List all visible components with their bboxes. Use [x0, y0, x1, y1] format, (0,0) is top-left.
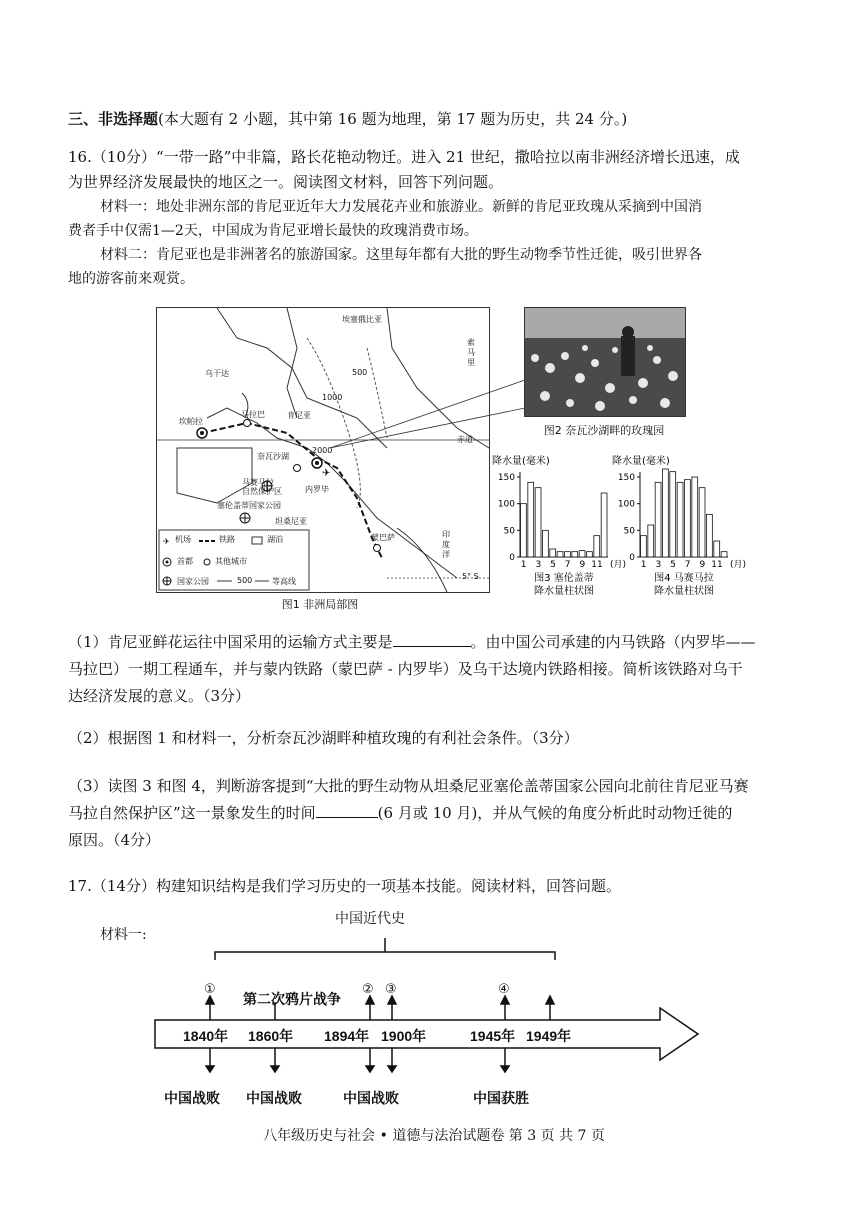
- timeline-marker-1: ①: [204, 982, 216, 997]
- legend-capital: 首都: [177, 557, 193, 566]
- chart4-ytick-label: 50: [623, 526, 635, 537]
- svg-text:✈: ✈: [322, 468, 331, 479]
- q17-material1-label: 材料一:: [100, 927, 147, 943]
- map-label-serengeti: 塞伦盖蒂国家公园: [217, 501, 281, 510]
- timeline-year-1894: 1894年: [324, 1028, 370, 1044]
- chart3-bar: [528, 482, 534, 557]
- chart4-xtick-label: 5: [670, 560, 676, 570]
- map-label-naivasha: 奈瓦沙湖: [257, 452, 289, 461]
- q16-material1-line2: 费者手中仅需1—2天，中国成为肯尼亚增长最快的玫瑰消费市场。: [68, 223, 478, 239]
- map-label-nairobi: 内罗毕: [305, 485, 329, 494]
- chart4-bar: [699, 488, 705, 557]
- map-label-mombasa: 蒙巴萨: [371, 533, 395, 542]
- chart3-ytick-label: 0: [509, 553, 515, 563]
- timeline-year-1945: 1945年: [470, 1028, 516, 1044]
- svg-text:✈: ✈: [163, 537, 170, 546]
- map-label-uganda: 乌干达: [205, 369, 229, 378]
- chart3-bar: [587, 552, 593, 557]
- answer-blank-transport[interactable]: [393, 630, 471, 647]
- map-label-contour-2000: 2000: [312, 446, 333, 455]
- q16-sub3-text-b: (6 月或 10 月)，并从气候的角度分析此时动物迁徙的: [377, 804, 733, 822]
- q16-sub1-text-a: （1）肯尼亚鲜花运往中国采用的运输方式主要是: [68, 633, 393, 651]
- photo-caption: 图2 奈瓦沙湖畔的玫瑰园: [543, 424, 665, 437]
- chart4-ylabel: 降水量(毫米): [612, 456, 670, 467]
- chart4-xlabel: (月): [730, 560, 747, 570]
- chart3-ytick-label: 50: [503, 526, 515, 537]
- q16-sub1-line1: [68, 630, 808, 654]
- timeline-outcome-3: 中国战败: [343, 1090, 399, 1106]
- timeline-marker-2: ②: [362, 982, 374, 997]
- chart4-xtick-label: 11: [711, 560, 723, 570]
- chart3-bar: [550, 549, 556, 557]
- chart3-bar: [579, 551, 585, 557]
- chart4-title-line: 降水量柱状图: [654, 586, 714, 597]
- legend-contour-value: 500: [237, 576, 253, 585]
- timeline-marker-4: ④: [498, 982, 510, 997]
- timeline-year-1949: 1949年: [526, 1028, 572, 1044]
- chart3-bar: [543, 530, 549, 557]
- chart4-bar: [663, 469, 669, 557]
- q16-sub3-line2: [68, 801, 808, 825]
- section-title: 三、非选择题: [68, 110, 159, 128]
- chart4-ytick-label: 100: [617, 499, 635, 510]
- timeline-outcome-2: 中国战败: [246, 1090, 302, 1106]
- chart4-bar: [655, 482, 661, 557]
- rose-garden-image: [525, 308, 685, 416]
- map-label-contour-500: 500: [352, 368, 368, 377]
- timeline-marker-3: ③: [385, 982, 397, 997]
- q16-sub2: （2）根据图 1 和材料一，分析奈瓦沙湖畔种植玫瑰的有利社会条件。（3分）: [68, 729, 579, 747]
- chart4-bar: [692, 477, 698, 557]
- chart3-bar: [521, 504, 527, 557]
- timeline-year-1900: 1900年: [381, 1028, 427, 1044]
- chart3-xtick-label: 5: [550, 560, 556, 570]
- map-label-ocean: 印 度 洋: [442, 530, 450, 559]
- legend-park: 国家公园: [177, 577, 209, 586]
- chart3-ylabel: 降水量(毫米): [492, 456, 550, 467]
- map-label-contour-1000: 1000: [322, 393, 343, 402]
- chart4-xtick-label: 1: [640, 560, 647, 570]
- chart4-bar: [677, 482, 683, 557]
- chart4-xtick-label: 7: [684, 560, 691, 570]
- chart3-xtick-label: 1: [520, 560, 527, 570]
- chart4-xtick-label: 9: [699, 560, 706, 570]
- chart4-bar: [648, 525, 654, 557]
- chart3-xtick-label: 7: [564, 560, 571, 570]
- map-label-ethiopia: 埃塞俄比亚: [342, 315, 382, 324]
- legend-contour-label: 等高线: [272, 577, 296, 586]
- chart3-ytick-label: 150: [497, 473, 515, 483]
- legend-lake: 湖泊: [267, 535, 283, 544]
- q16-material2-line1: 材料二：肯尼亚也是非洲著名的旅游国家。这里每年都有大批的野生动物季节性迁徙，吸引世界各: [100, 247, 702, 263]
- map-label-equator: 赤道: [457, 435, 473, 444]
- q16-sub3-line1: （3）读图 3 和图 4，判断游客提到“大批的野生动物从坦桑尼亚塞伦盖蒂国家公园向北前往肯尼亚马赛: [68, 777, 749, 795]
- chart4-bar: [714, 541, 720, 557]
- chart3-bar: [594, 536, 600, 557]
- map-label-kenya: 肯尼亚: [287, 411, 311, 420]
- timeline-event-label: 第二次鸦片战争: [243, 991, 341, 1007]
- chart3-bar: [601, 493, 607, 557]
- answer-blank-month[interactable]: [316, 801, 378, 818]
- chart4-bar: [685, 480, 691, 557]
- chart3-title-line: 图3 塞伦盖蒂: [534, 573, 594, 584]
- chart3-title-line: 降水量柱状图: [534, 586, 594, 597]
- section-note: (本大题有 2 小题，其中第 16 题为地理，第 17 题为历史，共 24 分。): [158, 110, 628, 128]
- map-label-lat5: 5° S: [462, 572, 479, 581]
- chart4-ytick-label: 150: [617, 473, 635, 483]
- chart3-xtick-label: 9: [579, 560, 586, 570]
- map-label-somalia: 索 马 里: [467, 338, 475, 367]
- section-header: [68, 107, 808, 131]
- legend-city: 其他城市: [215, 557, 247, 566]
- q16-sub3-text-a: 马拉自然保护区”这一景象发生的时间: [68, 804, 316, 822]
- chart4-bar: [707, 514, 713, 557]
- map-label-kampala: 坎帕拉: [179, 417, 203, 426]
- q16-sub1-line2: 马拉巴）一期工程通车，并与蒙内铁路（蒙巴萨 - 内罗毕）及乌干达境内铁路相接。简析该铁路对乌干: [68, 660, 743, 678]
- page-footer: 八年级历史与社会 • 道德与法治试题卷 第 3 页 共 7 页: [263, 1128, 605, 1144]
- q16-sub1-line3: 达经济发展的意义。（3分）: [68, 687, 251, 705]
- chart4-bar: [670, 472, 676, 557]
- chart3-xtick-label: 11: [591, 560, 603, 570]
- timeline-header: 中国近代史: [335, 910, 405, 926]
- chart3-ytick-label: 100: [497, 499, 515, 510]
- map-label-maasai: 马赛马拉 自然保护区: [242, 478, 282, 496]
- q16-sub1-text-b: 。由中国公司承建的内马铁路（内罗毕——: [470, 633, 756, 651]
- chart3-bar: [557, 552, 563, 557]
- chart3-xtick-label: 3: [535, 560, 542, 570]
- timeline-svg: [150, 930, 710, 1070]
- chart3-bar: [565, 552, 571, 557]
- q17-line1: 17.（14分）构建知识结构是我们学习历史的一项基本技能。阅读材料，回答问题。: [68, 877, 621, 895]
- timeline-year-1860: 1860年: [248, 1028, 294, 1044]
- chart3-xlabel: (月): [610, 560, 627, 570]
- chart4-xtick-label: 3: [655, 560, 662, 570]
- q16-material1-line1: 材料一：地处非洲东部的肯尼亚近年大力发展花卉业和旅游业。新鲜的肯尼亚玫瑰从采摘到中国消: [100, 199, 702, 215]
- timeline-outcome-4: 中国获胜: [473, 1090, 529, 1106]
- map-label-malaba: 马拉巴: [241, 410, 265, 419]
- precip-charts: [490, 452, 747, 604]
- q16-line2: 为世界经济发展最快的地区之一。阅读图文材料，回答下列问题。: [68, 173, 504, 191]
- q16-sub3-line3: 原因。（4分）: [68, 831, 161, 849]
- map-caption: 图1 非洲局部图: [281, 598, 359, 611]
- chart4-ytick-label: 0: [629, 553, 635, 563]
- legend-airport: 机场: [175, 535, 191, 544]
- legend-railway: 铁路: [219, 535, 235, 544]
- chart4-bar: [641, 536, 647, 557]
- chart4-title-line: 图4 马赛马拉: [654, 573, 714, 584]
- q16-line1: 16.（10分）“一带一路”中非篇，路长花艳动物迁。进入 21 世纪，撒哈拉以南非洲经济增长迅速，成: [68, 148, 740, 166]
- timeline-outcome-1: 中国战败: [164, 1090, 220, 1106]
- map-label-tanzania: 坦桑尼亚: [275, 517, 307, 526]
- q16-material2-line2: 地的游客前来观赏。: [68, 271, 194, 287]
- timeline-year-1840: 1840年: [183, 1028, 229, 1044]
- rose-garden-photo: [524, 307, 686, 417]
- chart3-bar: [535, 488, 541, 557]
- chart4-bar: [721, 552, 727, 557]
- chart3-bar: [572, 552, 578, 557]
